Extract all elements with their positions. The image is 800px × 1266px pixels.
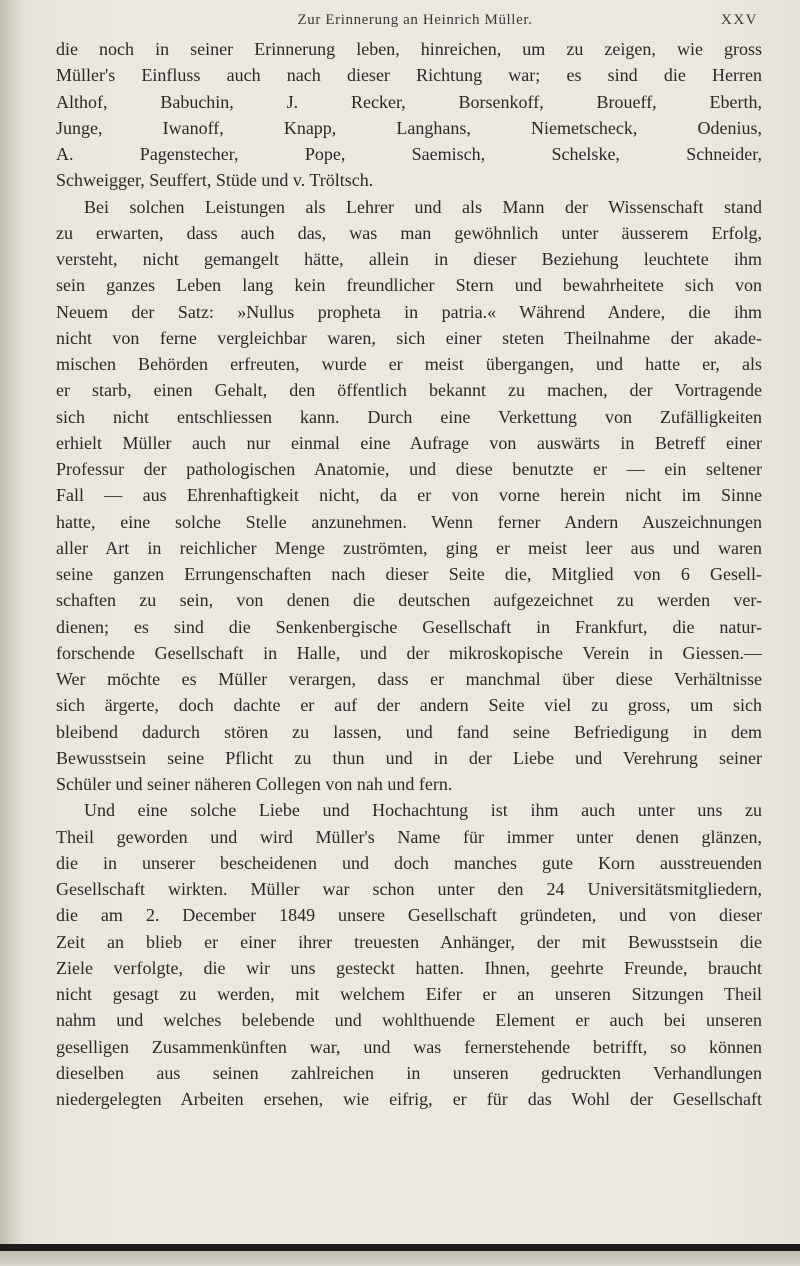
text-line: Ziele verfolgte, die wir uns gesteckt hatten. Ihnen, geehrte Freunde, braucht: [56, 957, 762, 978]
bottom-edge-rule: [0, 1244, 800, 1251]
text-line: Theil geworden und wird Müller's Name für immer unter denen glänzen,: [56, 826, 762, 847]
text-line: Wer möchte es Müller verargen, dass er manchmal über diese Verhältnisse: [56, 669, 762, 689]
text-line: niedergelegten Arbeiten ersehen, wie eifrig, er für das Wohl der Gesellschaft: [56, 1089, 762, 1109]
text-line: sich nicht entschliessen kann. Durch eine Verkettung von Zufälligkeiten: [56, 406, 762, 427]
text-line: Bei solchen Leistungen als Lehrer und als Mann der Wissenschaft stand: [84, 196, 762, 217]
text-line: Schweigger, Seuffert, Stüde und v. Tröltsch.: [56, 170, 374, 191]
text-line: aller Art in reichlicher Menge zuströmten, ging er meist leer aus und waren: [56, 537, 762, 558]
text-line: erhielt Müller auch nur einmal eine Aufrage von auswärts in Betreff einer: [56, 432, 762, 453]
text-line: Althof, Babuchin, J. Recker, Borsenkoff, Broueff, Eberth,: [56, 91, 762, 112]
text-line: forschende Gesellschaft in Halle, und der mikroskopische Verein in Giessen.—: [56, 642, 762, 663]
text-line: sich ärgerte, doch dachte er auf der andern Seite viel zu gross, um sich: [56, 695, 762, 716]
text-line: die noch in seiner Erinnerung leben, hinreichen, um zu zeigen, wie gross: [56, 39, 762, 59]
text-line: Und eine solche Liebe und Hochachtung ist ihm auch unter uns zu: [84, 800, 762, 821]
text-line: hatte, eine solche Stelle anzunehmen. Wenn ferner Andern Auszeichnungen: [56, 511, 762, 532]
text-line: die am 2. December 1849 unsere Gesellschaft gründeten, und von dieser: [56, 905, 762, 926]
binding-shadow: [0, 0, 22, 1266]
text-line: Professur der pathologischen Anatomie, und diese benutzte er — ein seltener: [56, 459, 762, 479]
text-line: nicht von ferne vergleichbar waren, sich einer steten Theilnahme der akade-: [56, 327, 762, 348]
text-line: Zeit an blieb er einer ihrer treuesten Anhänger, der mit Bewusstsein die: [56, 931, 762, 952]
text-line: er starb, einen Gehalt, den öffentlich bekannt zu machen, der Vortragende: [56, 380, 762, 401]
text-line: zu erwarten, dass auch das, was man gewöhnlich unter äusserem Erfolg,: [56, 222, 762, 243]
text-line: nahm und welches belebende und wohlthuende Element er auch bei unseren: [56, 1010, 762, 1031]
text-line: versteht, nicht gemangelt hätte, allein in dieser Beziehung leuchtete ihm: [56, 249, 762, 269]
body-text: [56, 36, 762, 1112]
text-line: Junge, Iwanoff, Knapp, Langhans, Niemetscheck, Odenius,: [56, 117, 762, 138]
page-number: XXV: [721, 12, 758, 28]
text-line: sein ganzes Leben lang kein freundlicher Stern und bewahrheitete sich von: [56, 275, 762, 296]
text-line: dieselben aus seinen zahlreichen in unseren gedruckten Verhandlungen: [56, 1062, 762, 1083]
text-line: geselligen Zusammenkünften war, und was fernerstehende betrifft, so können: [56, 1036, 762, 1057]
text-line: Schüler und seiner näheren Collegen von nah und fern.: [56, 774, 453, 794]
text-line: Fall — aus Ehrenhaftigkeit nicht, da er von vorne herein nicht im Sinne: [56, 485, 762, 506]
text-line: seine ganzen Errungenschaften nach dieser Seite die, Mitglied von 6 Gesell-: [56, 564, 762, 584]
text-line: Neuem der Satz: »Nullus propheta in patria.« Während Andere, die ihm: [56, 301, 762, 322]
text-line: Gesellschaft wirkten. Müller war schon unter den 24 Universitätsmitgliedern,: [56, 879, 762, 899]
text-line: die in unserer bescheidenen und doch manches gute Korn ausstreuenden: [56, 852, 762, 873]
text-line: mischen Behörden erfreuten, wurde er meist übergangen, und hatte er, als: [56, 354, 762, 374]
bottom-edge-strip: [0, 1251, 800, 1266]
text-line: dienen; es sind die Senkenbergische Gesellschaft in Frankfurt, die natur-: [56, 616, 762, 637]
running-head: [0, 6, 800, 34]
text-line: Müller's Einfluss auch nach dieser Richtung war; es sind die Herren: [56, 65, 762, 86]
text-line: nicht gesagt zu werden, mit welchem Eifer er an unseren Sitzungen Theil: [56, 984, 762, 1004]
running-title: Zur Erinnerung an Heinrich Müller.: [297, 12, 533, 28]
text-line: schaften zu sein, von denen die deutschen aufgezeichnet zu werden ver-: [56, 590, 762, 611]
text-line: bleibend dadurch stören zu lassen, und fand seine Befriedigung in dem: [56, 721, 762, 742]
text-line: A. Pagenstecher, Pope, Saemisch, Schelske, Schneider,: [56, 144, 762, 164]
text-line: Bewusstsein seine Pflicht zu thun und in der Liebe und Verehrung seiner: [56, 747, 762, 768]
